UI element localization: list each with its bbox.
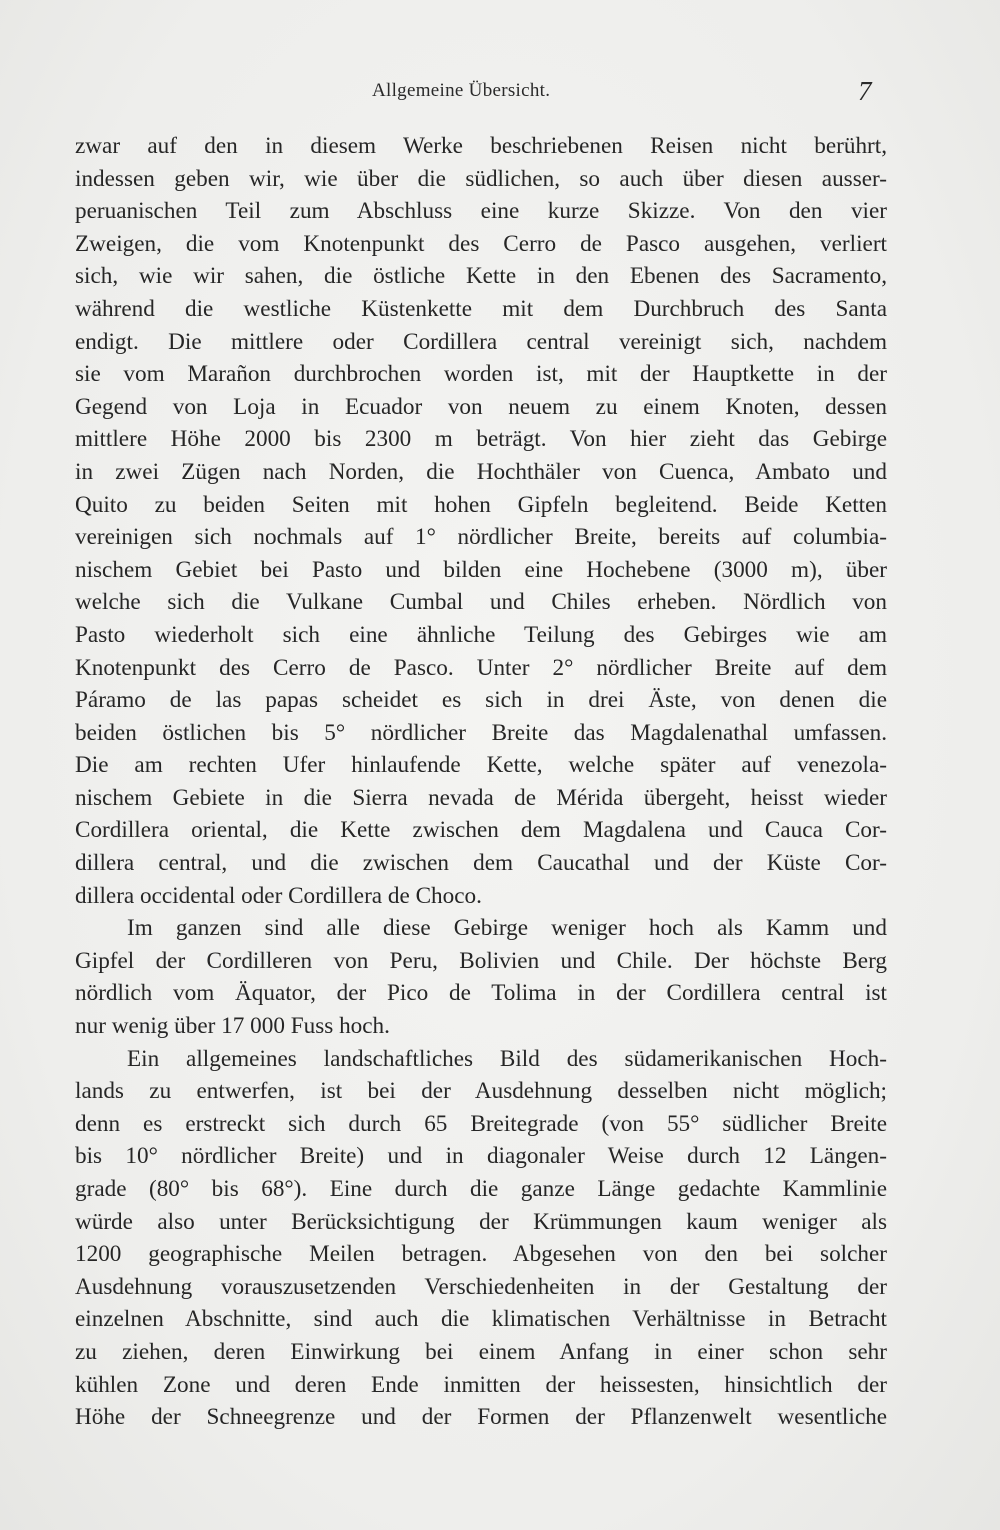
text-line: sich, wie wir sahen, die östliche Kette in den Ebenen des Sacramento,: [75, 263, 887, 290]
text-line: Pasto wiederholt sich eine ähnliche Teilung des Gebirges wie am: [75, 621, 887, 648]
text-line: grade (80° bis 68°). Eine durch die ganze Länge gedachte Kammlinie: [75, 1176, 887, 1202]
text-line: sie vom Marañon durchbrochen worden ist, mit der Hauptkette in der: [75, 361, 887, 388]
text-line: Quito zu beiden Seiten mit hohen Gipfeln begleitend. Beide Ketten: [75, 491, 887, 518]
text-line: würde also unter Berücksichtigung der Krümmungen kaum weniger als: [75, 1208, 887, 1235]
text-line: nischem Gebiete in die Sierra nevada de Mérida übergeht, heisst wieder: [75, 784, 887, 811]
text-line: lands zu entwerfen, ist bei der Ausdehnung desselben nicht möglich;: [75, 1078, 887, 1105]
text-line: endigt. Die mittlere oder Cordillera central vereinigt sich, nachdem: [75, 328, 887, 355]
text-line: nischem Gebiet bei Pasto und bilden eine Hochebene (3000 m), über: [75, 556, 887, 583]
text-line: Ausdehnung vorauszusetzenden Verschiedenheiten in der Gestaltung der: [75, 1273, 887, 1300]
text-line: Ein allgemeines landschaftliches Bild des südamerikanischen Hoch-: [127, 1045, 887, 1072]
text-line: vereinigen sich nochmals auf 1° nördlicher Breite, bereits auf columbia-: [75, 524, 887, 551]
text-line: peruanischen Teil zum Abschluss eine kurze Skizze. Von den vier: [75, 198, 887, 225]
text-line: Gegend von Loja in Ecuador von neuem zu einem Knoten, dessen: [75, 393, 887, 420]
text-line: welche sich die Vulkane Cumbal und Chiles erheben. Nördlich von: [75, 589, 887, 616]
text-line: Gipfel der Cordilleren von Peru, Bolivien und Chile. Der höchste Berg: [75, 947, 887, 974]
text-line: mittlere Höhe 2000 bis 2300 m beträgt. Von hier zieht das Gebirge: [75, 426, 887, 453]
text-line: Zweigen, die vom Knotenpunkt des Cerro de Pasco ausgehen, verliert: [75, 230, 887, 257]
text-line: bis 10° nördlicher Breite) und in diagonaler Weise durch 12 Längen-: [75, 1143, 887, 1170]
text-line: einzelnen Abschnitte, sind auch die klimatischen Verhältnisse in Betracht: [75, 1306, 887, 1333]
text-line: beiden östlichen bis 5° nördlicher Breite das Magdalenathal umfassen.: [75, 719, 887, 746]
page-number: 7: [858, 76, 872, 106]
running-title: Allgemeine Übersicht.: [372, 80, 551, 101]
text-line: Cordillera oriental, die Kette zwischen dem Magdalena und Cauca Cor-: [75, 817, 887, 844]
text-line: indessen geben wir, wie über die südlichen, so auch über diesen ausser-: [75, 165, 887, 192]
text-line: denn es erstreckt sich durch 65 Breitegrade (von 55° südlicher Breite: [75, 1110, 887, 1137]
text-line: zwar auf den in diesem Werke beschriebenen Reisen nicht berührt,: [75, 133, 887, 159]
text-line: Páramo de las papas scheidet es sich in drei Äste, von denen die: [75, 687, 887, 714]
body-text: [75, 130, 887, 1434]
text-line: in zwei Zügen nach Norden, die Hochthäler von Cuenca, Ambato und: [75, 458, 887, 485]
text-line: nur wenig über 17 000 Fuss hoch.: [75, 1013, 390, 1040]
text-line: Im ganzen sind alle diese Gebirge weniger hoch als Kamm und: [127, 915, 887, 942]
text-line: nördlich vom Äquator, der Pico de Tolima in der Cordillera central ist: [75, 980, 887, 1007]
text-line: zu ziehen, deren Einwirkung bei einem Anfang in einer schon sehr: [75, 1338, 887, 1365]
text-line: Die am rechten Ufer hinlaufende Kette, welche später auf venezola-: [75, 752, 887, 779]
text-line: dillera central, und die zwischen dem Caucathal und der Küste Cor-: [75, 850, 887, 877]
text-line: 1200 geographische Meilen betragen. Abgesehen von den bei solcher: [75, 1241, 887, 1268]
text-line: Höhe der Schneegrenze und der Formen der Pflanzenwelt wesentliche: [75, 1404, 887, 1431]
text-line: Knotenpunkt des Cerro de Pasco. Unter 2° nördlicher Breite auf dem: [75, 654, 887, 681]
text-line: dillera occidental oder Cordillera de Choco.: [75, 882, 482, 909]
text-line: während die westliche Küstenkette mit dem Durchbruch des Santa: [75, 295, 887, 322]
text-line: kühlen Zone und deren Ende inmitten der heissesten, hinsichtlich der: [75, 1371, 887, 1398]
